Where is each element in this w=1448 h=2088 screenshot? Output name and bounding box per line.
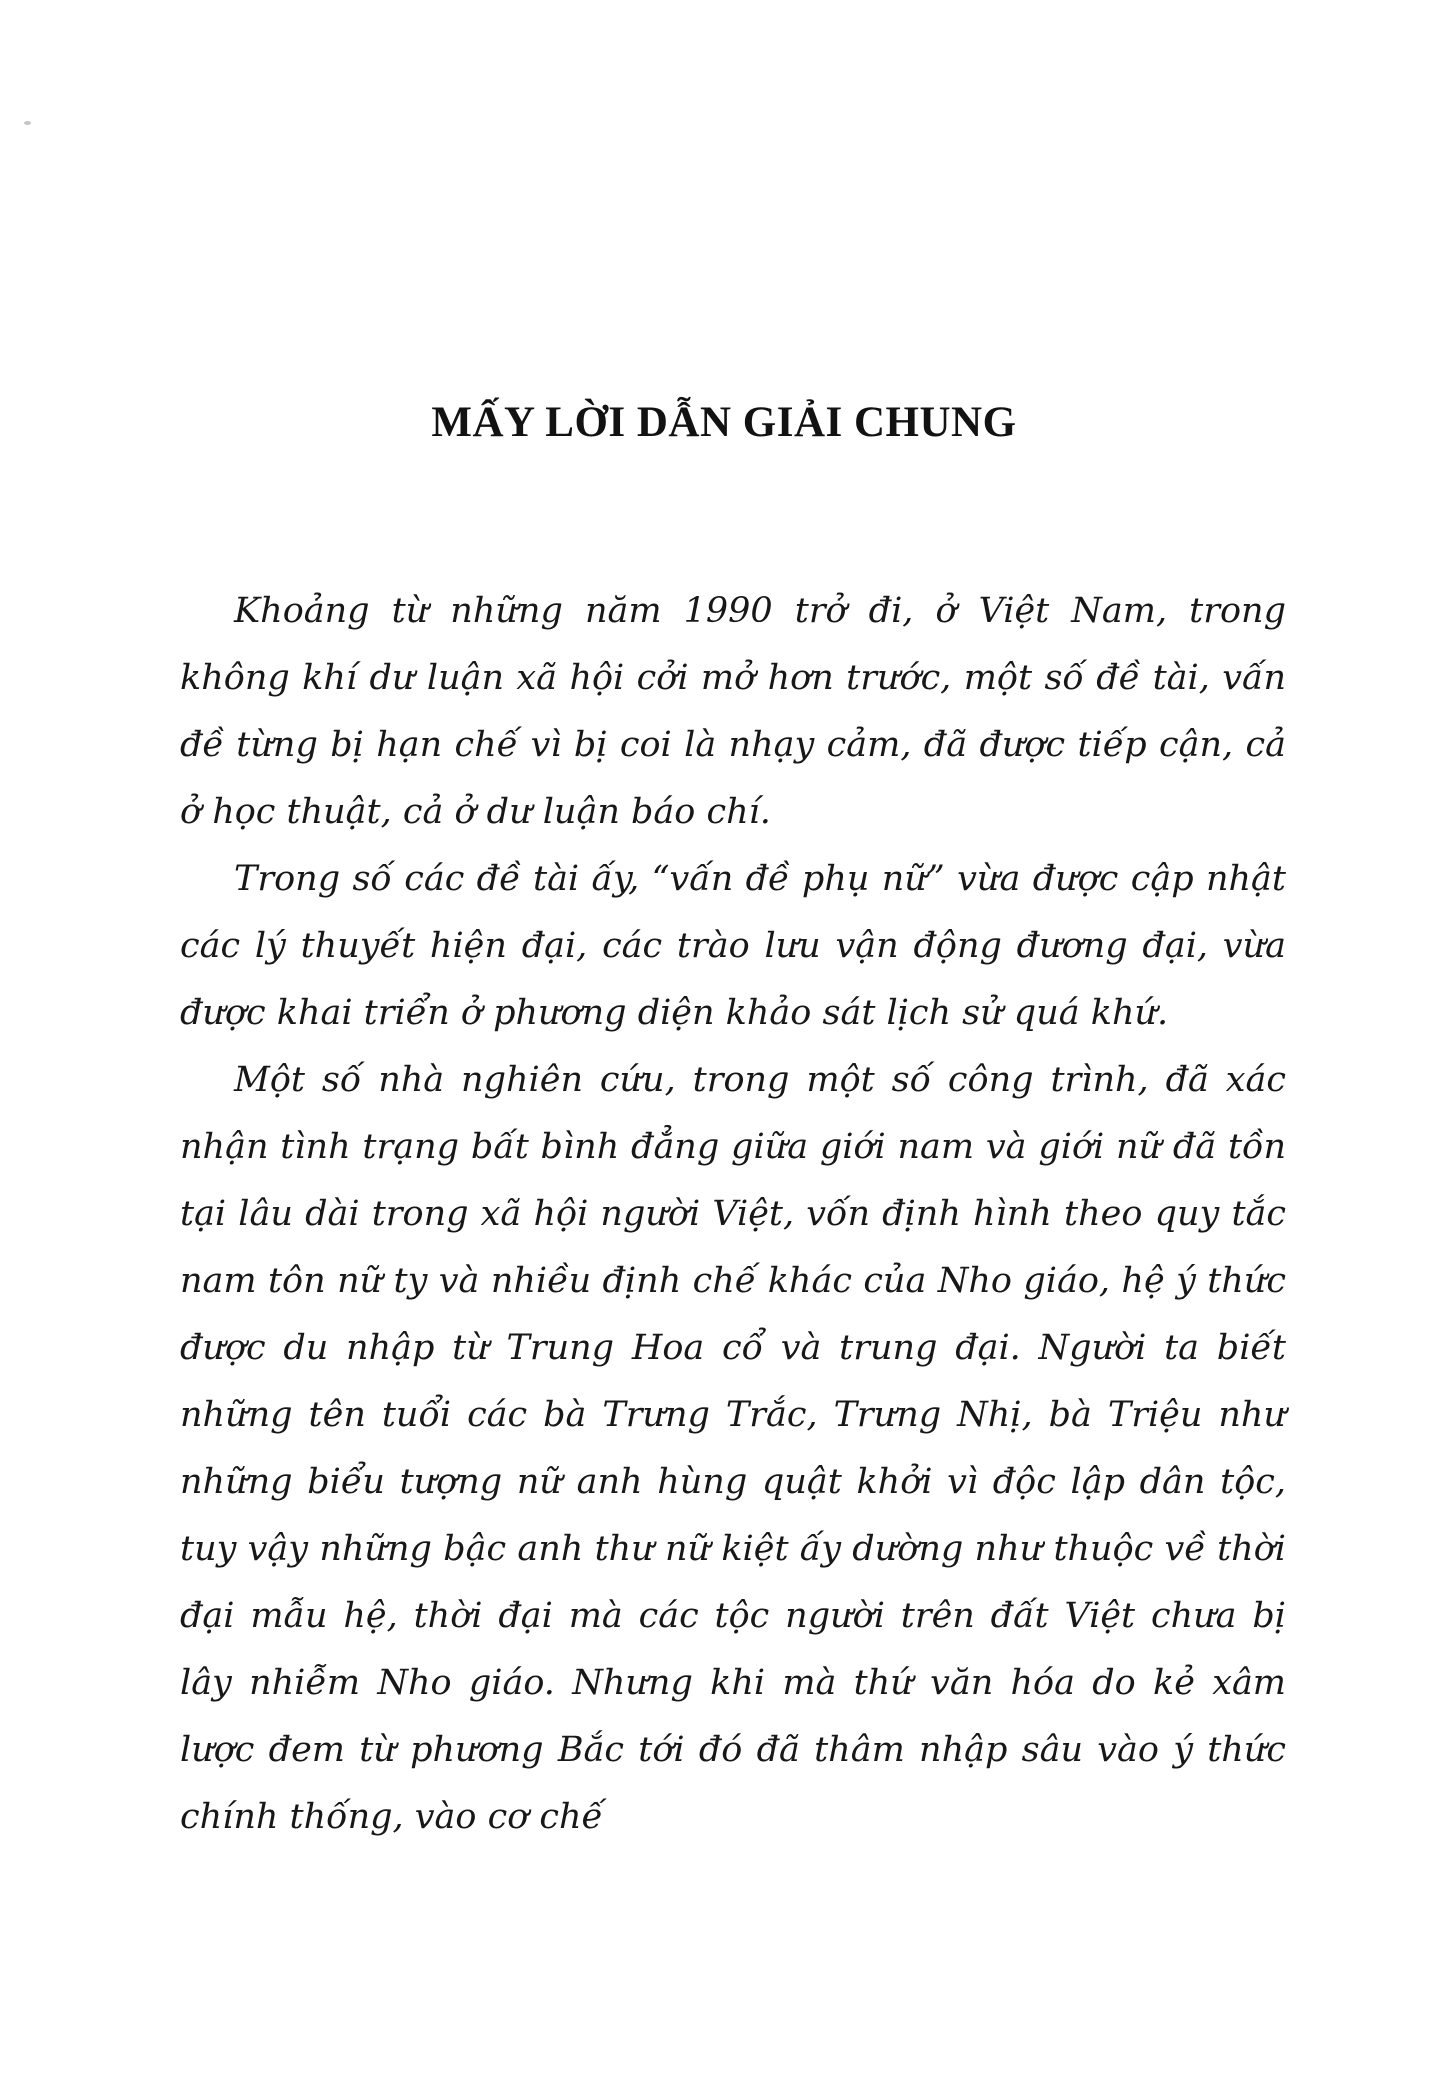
paragraph-3: Một số nhà nghiên cứu, trong một số công trình, đã xác nhận tình trạng bất bình đẳng giữa giới nam và giới nữ đã tồn tại lâu dài trong xã hội người Việt, vốn định hình theo quy tắc nam tôn nữ ty và nhiều định chế khác của Nho giáo, hệ ý thức được du nhập từ Trung Hoa cổ và trung đại. Người ta biết những tên tuổi các bà Trưng Trắc, Trưng Nhị, bà Triệu như những biểu tượng nữ anh hùng quật khởi vì độc lập dân tộc, tuy vậy những bậc anh thư nữ kiệt ấy dường như thuộc về thời đại mẫu hệ, thời đại mà các tộc người trên đất Việt chưa bị lây nhiễm Nho giáo. Nhưng khi mà thứ văn hóa do kẻ xâm lược đem từ phương Bắc tới đó đã thâm nhập sâu vào ý thức chính thống, vào cơ chế	[180, 1060, 1286, 1837]
scan-artifact	[24, 121, 31, 125]
page-body	[180, 578, 1286, 1851]
page-title: MẤY LỜI DẪN GIẢI CHUNG	[431, 399, 1017, 446]
paragraph-1: Khoảng từ những năm 1990 trở đi, ở Việt Nam, trong không khí dư luận xã hội cởi mở hơn trước, một số đề tài, vấn đề từng bị hạn chế vì bị coi là nhạy cảm, đã được tiếp cận, cả ở học thuật, cả ở dư luận báo chí.	[180, 591, 1286, 832]
paragraph-2: Trong số các đề tài ấy, “vấn đề phụ nữ” vừa được cập nhật các lý thuyết hiện đại, các trào lưu vận động đương đại, vừa được khai triển ở phương diện khảo sát lịch sử quá khứ.	[180, 859, 1286, 1033]
